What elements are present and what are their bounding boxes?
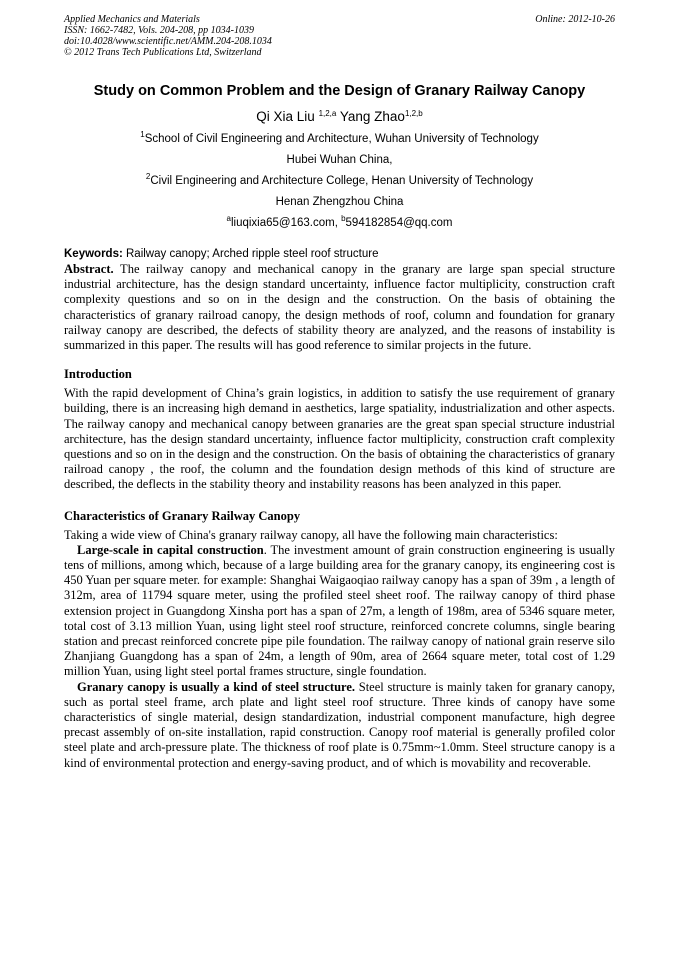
email-separator: , bbox=[334, 217, 342, 229]
paragraph-lead: Granary canopy is usually a kind of steel structure. bbox=[77, 679, 356, 694]
issn-line: ISSN: 1662-7482, Vols. 204-208, pp 1034-1039 bbox=[64, 25, 254, 36]
keywords-text: Railway canopy; Arched ripple steel roof structure bbox=[122, 248, 379, 260]
journal-header bbox=[64, 14, 615, 58]
characteristic-paragraph bbox=[64, 680, 615, 771]
author-superscript: 1,2,a bbox=[318, 109, 337, 118]
email-address: liuqixia65@163.com bbox=[230, 217, 335, 229]
abstract-label: Abstract. bbox=[64, 262, 114, 276]
copyright-line: © 2012 Trans Tech Publications Ltd, Switzerland bbox=[64, 47, 262, 58]
author-name: Qi Xia Liu bbox=[256, 109, 315, 124]
paragraph-text: . The investment amount of grain construction engineering is usually tens of millions, among which, because of a large building area for the granary canopy, its engineering cost is 450 Yuan per square meter. for example: Shanghai Waigaoqiao railway canopy has a span of 39m , a length of 312m, area of 11794 square meter, using the profiled steel sheet roof. The railway canopy of third phase extension project in Guangdong Xinsha port has a span of 27m, a length of 198m, area of 5346 square meter, total cost of 3.13 million Yuan, using light steel roof structure, reinforced concrete columns, single bearing station and precast reinforced concrete pipe pile foundation. The railway canopy of national grain reserve silo Zhanjiang Guangdong has a span of 24m, a length of 90m, area of 2664 square meter, total cost of 1.29 million Yuan, using light steel portal frames structure, single foundation. bbox=[64, 542, 616, 679]
introduction-paragraph: With the rapid development of China’s grain logistics, in addition to satisfy the use requirement of granary building, there is an increasing high demand in aesthetics, large spatiality, industrialization and other aspects. The railway canopy and mechanical canopy between granaries are the great span special structure industrial architecture, has the design standard uncertainty, influence factor multiplicity, construction craft complexity questions and so on in the design and the construction. On the basis of obtaining the characteristics of granary railroad canopy , the roof, the column and the foundation design methods of this kind of structure are described, the deflects in the stability theory and instability reasons has been analyzed in this paper. bbox=[64, 386, 615, 492]
paper-page bbox=[64, 14, 615, 771]
characteristics-heading: Characteristics of Granary Railway Canopy bbox=[64, 508, 301, 523]
author-superscript: 1,2,b bbox=[404, 109, 423, 118]
keywords-label: Keywords: bbox=[64, 248, 123, 260]
journal-name: Applied Mechanics and Materials bbox=[64, 14, 200, 25]
paragraph-text: Steel structure is mainly taken for granary canopy, such as portal steel frame, arch plate and light steel roof structure. Three kinds of canopy have some characteristics of single material, design standardization, industrial component manufacture, high degree precast assembly of on-site installation, rapid construction. Canopy roof material is generally profiled color steel plate and arch-pressure plate. The thickness of roof plate is 0.75mm~1.0mm. Steel structure canopy is a kind of environmental protection and energy-saving product, and of which is movability and recoverable. bbox=[64, 679, 615, 770]
affiliation-superscript: 1 bbox=[140, 130, 145, 139]
characteristics-intro: Taking a wide view of China's granary railway canopy, all have the following main characteristics: bbox=[64, 527, 558, 542]
author-name: Yang Zhao bbox=[339, 109, 405, 124]
affiliation-2-location: Henan Zhengzhou China bbox=[275, 196, 404, 208]
doi-line: doi:10.4028/www.scientific.net/AMM.204-208.1034 bbox=[64, 36, 272, 47]
affiliation-1-location: Hubei Wuhan China, bbox=[286, 154, 393, 166]
online-date: Online: 2012-10-26 bbox=[535, 14, 615, 25]
affiliation-2 bbox=[64, 171, 615, 192]
affiliation-superscript: 2 bbox=[145, 172, 151, 181]
email-superscript: b bbox=[341, 214, 346, 223]
abstract-text: The railway canopy and mechanical canopy in the granary are large span special structure industrial architecture, has the design standard uncertainty, influence factor multiplicity, construction craft complexity questions and so on in the design and the construction. On the basis of obtaining the characteristics of granary railroad canopy, the design methods of roof, column and foundation for granary railway canopy are described, the defects of stability theory are analyzed, and the reasons of instability is summarized in this paper. The results will has good reference to similar projects in the future. bbox=[64, 262, 615, 353]
email-line bbox=[64, 213, 615, 234]
email-superscript: a bbox=[226, 214, 231, 223]
email-address: 594182854@qq.com bbox=[345, 217, 453, 229]
paragraph-lead: Large-scale in capital construction bbox=[77, 542, 264, 557]
affiliation-1 bbox=[64, 129, 615, 150]
paper-title: Study on Common Problem and the Design of Granary Railway Canopy bbox=[93, 83, 586, 99]
affiliation-text: School of Civil Engineering and Architecture, Wuhan University of Technology bbox=[144, 133, 539, 145]
affiliation-text: Civil Engineering and Architecture College, Henan University of Technology bbox=[150, 175, 534, 187]
abstract bbox=[64, 262, 615, 353]
characteristic-paragraph bbox=[64, 543, 615, 680]
introduction-heading: Introduction bbox=[64, 367, 132, 382]
author-list bbox=[64, 108, 615, 126]
keywords bbox=[64, 247, 615, 262]
